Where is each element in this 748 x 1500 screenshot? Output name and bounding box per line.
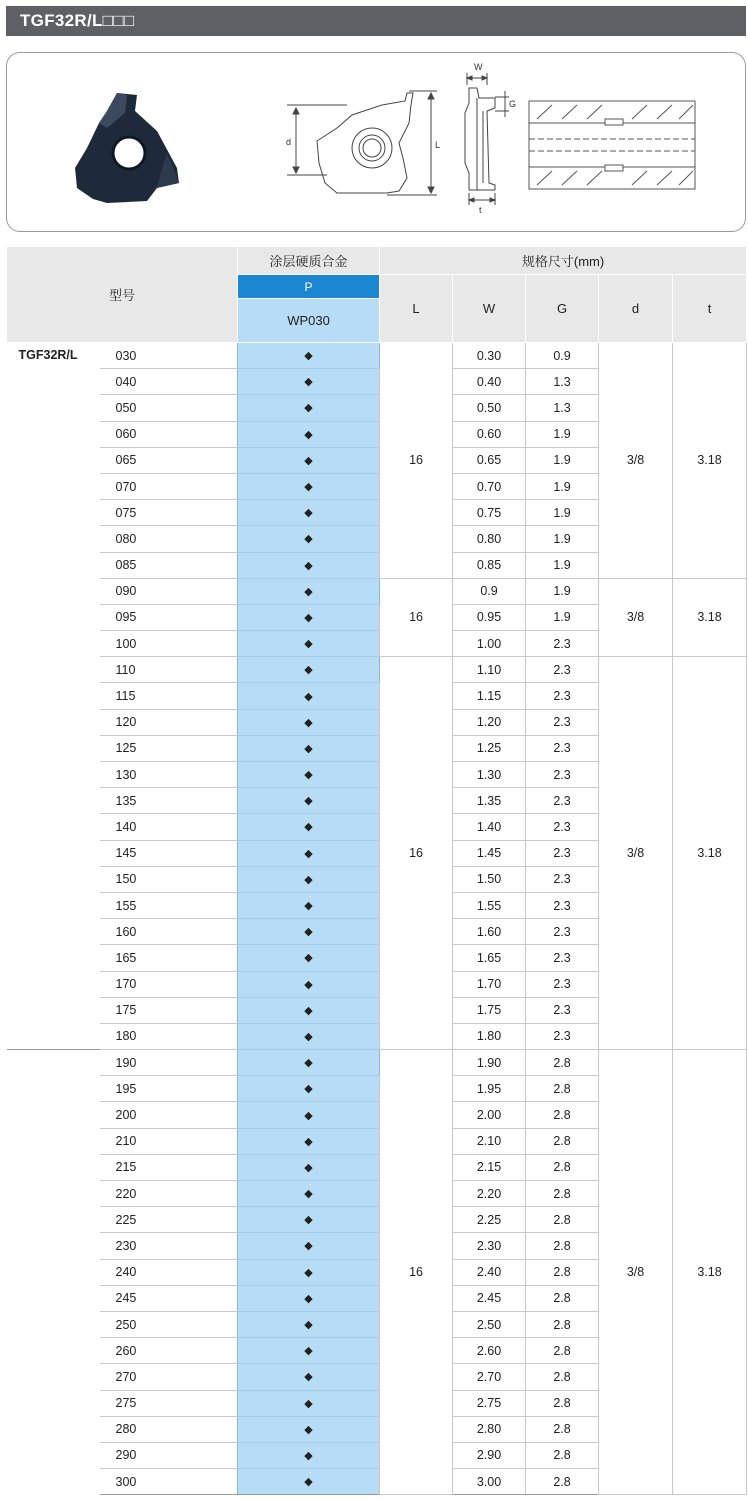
W-value-cell: 2.45 — [453, 1285, 526, 1311]
W-value-cell: 0.85 — [453, 552, 526, 578]
W-value-cell: 0.50 — [453, 395, 526, 421]
G-value-cell: 2.8 — [526, 1311, 599, 1337]
G-value-cell: 1.9 — [526, 473, 599, 499]
grade-availability-cell: ◆ — [238, 343, 380, 369]
grade-header: WP030 — [238, 299, 380, 343]
model-code-cell: 230 — [100, 1233, 238, 1259]
grade-class-header: P — [238, 275, 380, 299]
model-code-cell: 165 — [100, 945, 238, 971]
grade-availability-cell: ◆ — [238, 1390, 380, 1416]
model-header: 型号 — [7, 247, 238, 343]
W-value-cell: 2.10 — [453, 1128, 526, 1154]
G-value-cell: 2.3 — [526, 997, 599, 1023]
grade-availability-cell: ◆ — [238, 1207, 380, 1233]
W-value-cell: 2.50 — [453, 1311, 526, 1337]
d-value-cell: 3/8 — [599, 657, 673, 1050]
grade-availability-cell: ◆ — [238, 1338, 380, 1364]
grade-availability-cell: ◆ — [238, 1469, 380, 1495]
G-value-cell: 2.8 — [526, 1285, 599, 1311]
grade-availability-cell: ◆ — [238, 919, 380, 945]
G-value-cell: 1.9 — [526, 500, 599, 526]
series-cell: TGF32R/L — [18, 348, 78, 362]
model-code-cell: 190 — [100, 1050, 238, 1076]
grade-availability-cell: ◆ — [238, 945, 380, 971]
G-value-cell: 2.3 — [526, 945, 599, 971]
page-title: TGF32R/L□□□ — [6, 6, 746, 36]
front-view-drawing — [287, 91, 437, 195]
G-value-cell: 2.8 — [526, 1259, 599, 1285]
W-value-cell: 1.80 — [453, 1023, 526, 1049]
spec-table — [6, 246, 747, 1495]
grade-availability-cell: ◆ — [238, 526, 380, 552]
t-value-cell: 3.18 — [673, 1050, 747, 1495]
G-value-cell: 2.8 — [526, 1442, 599, 1468]
model-code-cell: 120 — [100, 709, 238, 735]
table-row — [7, 343, 747, 369]
spec-header: 规格尺寸(mm) — [380, 247, 747, 275]
model-code-cell: 250 — [100, 1311, 238, 1337]
W-value-cell: 1.35 — [453, 788, 526, 814]
G-value-cell: 2.3 — [526, 919, 599, 945]
grade-availability-cell: ◆ — [238, 788, 380, 814]
model-code-cell: 075 — [100, 500, 238, 526]
W-value-cell: 1.10 — [453, 657, 526, 683]
model-code-cell: 100 — [100, 631, 238, 657]
W-value-cell: 1.55 — [453, 892, 526, 918]
grade-availability-cell: ◆ — [238, 892, 380, 918]
grade-availability-cell: ◆ — [238, 1416, 380, 1442]
G-value-cell: 2.8 — [526, 1364, 599, 1390]
table-row — [7, 657, 747, 683]
dim-label-G: G — [509, 99, 517, 109]
grade-availability-cell: ◆ — [238, 1233, 380, 1259]
col-header-d: d — [599, 275, 673, 343]
W-value-cell: 1.75 — [453, 997, 526, 1023]
col-header-t: t — [673, 275, 747, 343]
G-value-cell: 2.3 — [526, 709, 599, 735]
W-value-cell: 2.70 — [453, 1364, 526, 1390]
G-value-cell: 2.8 — [526, 1154, 599, 1180]
grade-availability-cell: ◆ — [238, 631, 380, 657]
G-value-cell: 1.3 — [526, 369, 599, 395]
grade-availability-cell: ◆ — [238, 814, 380, 840]
grade-availability-cell: ◆ — [238, 1102, 380, 1128]
grade-availability-cell: ◆ — [238, 421, 380, 447]
G-value-cell: 2.3 — [526, 762, 599, 788]
grade-availability-cell: ◆ — [238, 1050, 380, 1076]
G-value-cell: 1.9 — [526, 552, 599, 578]
grade-availability-cell: ◆ — [238, 1259, 380, 1285]
L-value-cell: 16 — [380, 1050, 453, 1495]
W-value-cell: 2.40 — [453, 1259, 526, 1285]
coating-header: 涂层硬质合金 — [238, 247, 380, 275]
model-code-cell: 180 — [100, 1023, 238, 1049]
G-value-cell: 2.3 — [526, 892, 599, 918]
grade-availability-cell: ◆ — [238, 840, 380, 866]
model-code-cell: 170 — [100, 971, 238, 997]
grade-availability-cell: ◆ — [238, 1285, 380, 1311]
grade-availability-cell: ◆ — [238, 971, 380, 997]
model-code-cell: 030 — [100, 343, 238, 369]
W-value-cell: 1.40 — [453, 814, 526, 840]
model-code-cell: 140 — [100, 814, 238, 840]
grade-availability-cell: ◆ — [238, 447, 380, 473]
L-value-cell: 16 — [380, 343, 453, 579]
G-value-cell: 2.8 — [526, 1416, 599, 1442]
W-value-cell: 1.65 — [453, 945, 526, 971]
W-value-cell: 1.95 — [453, 1076, 526, 1102]
model-code-cell: 130 — [100, 762, 238, 788]
model-code-cell: 125 — [100, 735, 238, 761]
model-code-cell: 065 — [100, 447, 238, 473]
L-value-cell: 16 — [380, 657, 453, 1050]
G-value-cell: 2.8 — [526, 1469, 599, 1495]
grade-availability-cell: ◆ — [238, 578, 380, 604]
W-value-cell: 2.25 — [453, 1207, 526, 1233]
W-value-cell: 1.50 — [453, 866, 526, 892]
W-value-cell: 0.30 — [453, 343, 526, 369]
W-value-cell: 1.30 — [453, 762, 526, 788]
model-code-cell: 080 — [100, 526, 238, 552]
G-value-cell: 1.3 — [526, 395, 599, 421]
model-code-cell: 070 — [100, 473, 238, 499]
dim-label-d: d — [286, 137, 292, 147]
W-value-cell: 1.15 — [453, 683, 526, 709]
t-value-cell: 3.18 — [673, 657, 747, 1050]
dim-label-t: t — [479, 205, 482, 215]
side-view-drawing — [465, 73, 509, 205]
G-value-cell: 2.8 — [526, 1207, 599, 1233]
grade-availability-cell: ◆ — [238, 604, 380, 630]
grade-availability-cell: ◆ — [238, 762, 380, 788]
grade-availability-cell: ◆ — [238, 1442, 380, 1468]
W-value-cell: 2.30 — [453, 1233, 526, 1259]
W-value-cell: 1.60 — [453, 919, 526, 945]
grade-availability-cell: ◆ — [238, 709, 380, 735]
grade-availability-cell: ◆ — [238, 997, 380, 1023]
model-code-cell: 115 — [100, 683, 238, 709]
G-value-cell: 0.9 — [526, 343, 599, 369]
G-value-cell: 2.3 — [526, 1023, 599, 1049]
G-value-cell: 2.3 — [526, 735, 599, 761]
t-value-cell: 3.18 — [673, 343, 747, 579]
G-value-cell: 2.8 — [526, 1050, 599, 1076]
d-value-cell: 3/8 — [599, 343, 673, 579]
G-value-cell: 2.8 — [526, 1102, 599, 1128]
W-value-cell: 2.00 — [453, 1102, 526, 1128]
dim-label-W: W — [474, 62, 483, 72]
G-value-cell: 2.3 — [526, 971, 599, 997]
model-code-cell: 275 — [100, 1390, 238, 1416]
G-value-cell: 2.3 — [526, 814, 599, 840]
section-drawing — [529, 101, 695, 189]
G-value-cell: 2.3 — [526, 683, 599, 709]
grade-availability-cell: ◆ — [238, 1181, 380, 1207]
W-value-cell: 3.00 — [453, 1469, 526, 1495]
grade-availability-cell: ◆ — [238, 1023, 380, 1049]
G-value-cell: 2.8 — [526, 1181, 599, 1207]
model-code-cell: 195 — [100, 1076, 238, 1102]
G-value-cell: 2.8 — [526, 1233, 599, 1259]
G-value-cell: 2.3 — [526, 788, 599, 814]
model-code-cell: 175 — [100, 997, 238, 1023]
model-code-cell: 240 — [100, 1259, 238, 1285]
G-value-cell: 1.9 — [526, 526, 599, 552]
W-value-cell: 0.95 — [453, 604, 526, 630]
grade-availability-cell: ◆ — [238, 1154, 380, 1180]
grade-availability-cell: ◆ — [238, 735, 380, 761]
W-value-cell: 0.75 — [453, 500, 526, 526]
G-value-cell: 2.3 — [526, 840, 599, 866]
model-code-cell: 090 — [100, 578, 238, 604]
model-code-cell: 200 — [100, 1102, 238, 1128]
W-value-cell: 2.75 — [453, 1390, 526, 1416]
G-value-cell: 1.9 — [526, 421, 599, 447]
model-code-cell: 040 — [100, 369, 238, 395]
grade-availability-cell: ◆ — [238, 1311, 380, 1337]
d-value-cell: 3/8 — [599, 578, 673, 657]
W-value-cell: 2.15 — [453, 1154, 526, 1180]
model-code-cell: 225 — [100, 1207, 238, 1233]
grade-availability-cell: ◆ — [238, 473, 380, 499]
model-code-cell: 160 — [100, 919, 238, 945]
model-code-cell: 150 — [100, 866, 238, 892]
grade-availability-cell: ◆ — [238, 1128, 380, 1154]
L-value-cell: 16 — [380, 578, 453, 657]
G-value-cell: 1.9 — [526, 447, 599, 473]
dim-label-L: L — [435, 140, 441, 150]
G-value-cell: 2.8 — [526, 1338, 599, 1364]
W-value-cell: 1.90 — [453, 1050, 526, 1076]
col-header-G: G — [526, 275, 599, 343]
d-value-cell: 3/8 — [599, 1050, 673, 1495]
model-code-cell: 300 — [100, 1469, 238, 1495]
W-value-cell: 1.45 — [453, 840, 526, 866]
G-value-cell: 1.9 — [526, 604, 599, 630]
G-value-cell: 2.8 — [526, 1390, 599, 1416]
model-code-cell: 155 — [100, 892, 238, 918]
W-value-cell: 0.70 — [453, 473, 526, 499]
spec-table-body — [7, 343, 747, 1495]
grade-availability-cell: ◆ — [238, 1076, 380, 1102]
series-cell — [7, 578, 100, 657]
model-code-cell: 135 — [100, 788, 238, 814]
model-code-cell: 220 — [100, 1181, 238, 1207]
W-value-cell: 2.20 — [453, 1181, 526, 1207]
G-value-cell: 2.8 — [526, 1128, 599, 1154]
t-value-cell: 3.18 — [673, 578, 747, 657]
insert-drawings — [7, 53, 747, 233]
model-code-cell: 245 — [100, 1285, 238, 1311]
grade-availability-cell: ◆ — [238, 683, 380, 709]
W-value-cell: 0.80 — [453, 526, 526, 552]
model-code-cell: 050 — [100, 395, 238, 421]
model-code-cell: 060 — [100, 421, 238, 447]
W-value-cell: 2.80 — [453, 1416, 526, 1442]
W-value-cell: 2.60 — [453, 1338, 526, 1364]
W-value-cell: 0.9 — [453, 578, 526, 604]
W-value-cell: 0.65 — [453, 447, 526, 473]
model-code-cell: 145 — [100, 840, 238, 866]
grade-availability-cell: ◆ — [238, 500, 380, 526]
model-code-cell: 210 — [100, 1128, 238, 1154]
model-code-cell: 215 — [100, 1154, 238, 1180]
G-value-cell: 1.9 — [526, 578, 599, 604]
grade-availability-cell: ◆ — [238, 395, 380, 421]
grade-availability-cell: ◆ — [238, 866, 380, 892]
W-value-cell: 2.90 — [453, 1442, 526, 1468]
model-code-cell: 110 — [100, 657, 238, 683]
G-value-cell: 2.3 — [526, 866, 599, 892]
W-value-cell: 1.25 — [453, 735, 526, 761]
G-value-cell: 2.3 — [526, 631, 599, 657]
col-header-L: L — [380, 275, 453, 343]
col-header-W: W — [453, 275, 526, 343]
grade-availability-cell: ◆ — [238, 657, 380, 683]
model-code-cell: 260 — [100, 1338, 238, 1364]
series-cell — [7, 1050, 100, 1495]
grade-availability-cell: ◆ — [238, 1364, 380, 1390]
W-value-cell: 1.70 — [453, 971, 526, 997]
W-value-cell: 1.20 — [453, 709, 526, 735]
W-value-cell: 1.00 — [453, 631, 526, 657]
model-code-cell: 290 — [100, 1442, 238, 1468]
G-value-cell: 2.3 — [526, 657, 599, 683]
W-value-cell: 0.60 — [453, 421, 526, 447]
W-value-cell: 0.40 — [453, 369, 526, 395]
model-code-cell: 280 — [100, 1416, 238, 1442]
table-row — [7, 1050, 747, 1076]
model-code-cell: 085 — [100, 552, 238, 578]
table-row — [7, 578, 747, 604]
insert-diagram-panel — [6, 52, 746, 232]
model-code-cell: 270 — [100, 1364, 238, 1390]
series-cell — [7, 657, 100, 1050]
insert-photo — [75, 93, 179, 203]
spec-table-wrap — [6, 246, 746, 1495]
G-value-cell: 2.8 — [526, 1076, 599, 1102]
grade-availability-cell: ◆ — [238, 552, 380, 578]
model-code-cell: 095 — [100, 604, 238, 630]
grade-availability-cell: ◆ — [238, 369, 380, 395]
